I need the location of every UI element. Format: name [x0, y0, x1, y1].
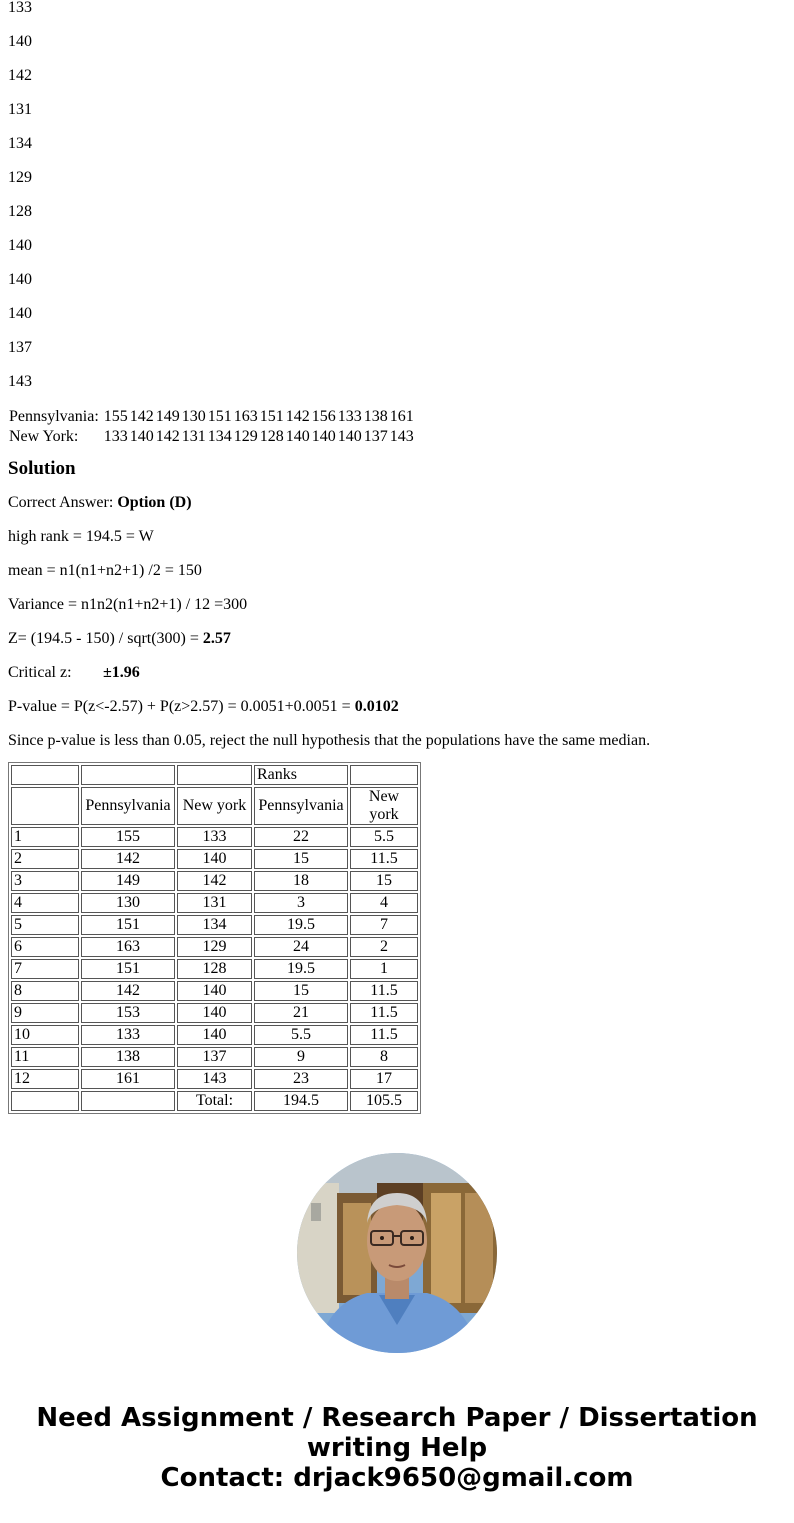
ranks-header: Ranks: [254, 765, 348, 785]
answer-value: Option (D): [117, 494, 192, 511]
table-cell: 7: [350, 915, 418, 935]
data-cell: 142: [285, 408, 310, 425]
table-cell: 18: [254, 871, 348, 891]
row-index: 7: [11, 959, 79, 979]
data-cell: 155: [103, 408, 128, 425]
table-cell: 21: [254, 1003, 348, 1023]
promo-banner: [0, 1403, 794, 1493]
table-cell: 15: [254, 981, 348, 1001]
author-photo: [297, 1153, 497, 1353]
table-cell: 11.5: [350, 981, 418, 1001]
solution-heading: Solution: [8, 458, 76, 479]
value-line: 137: [8, 339, 32, 356]
z-line: [8, 630, 786, 648]
table-cell: 155: [81, 827, 175, 847]
column-header: New york: [177, 787, 252, 825]
promo-line-1: Need Assignment / Research Paper / Dissertation: [36, 1403, 758, 1433]
data-cell: 142: [155, 428, 180, 445]
data-cell: 161: [389, 408, 414, 425]
data-cell: 140: [337, 428, 362, 445]
row-label: New York:: [9, 428, 79, 445]
table-cell: 2: [350, 937, 418, 957]
column-header: Pennsylvania: [254, 787, 348, 825]
data-cell: 133: [103, 428, 128, 445]
p-value: 0.0102: [354, 698, 399, 715]
high-rank-line: high rank = 194.5 = W: [8, 528, 154, 545]
value-line: 128: [8, 203, 32, 220]
row-label: Pennsylvania:: [9, 408, 99, 425]
table-cell: 137: [177, 1047, 252, 1067]
table-cell: 133: [81, 1025, 175, 1045]
empty-cell: [81, 1091, 175, 1111]
value-line: 143: [8, 373, 32, 390]
column-header: New york: [350, 787, 418, 825]
row-index: 3: [11, 871, 79, 891]
row-index: 8: [11, 981, 79, 1001]
data-cell: 151: [259, 408, 284, 425]
table-cell: 1: [350, 959, 418, 979]
table-cell: 153: [81, 1003, 175, 1023]
value-line: 140: [8, 271, 32, 288]
table-cell: 5.5: [254, 1025, 348, 1045]
table-row: [11, 1003, 418, 1023]
value-line: 133: [8, 0, 32, 16]
document-body: [8, 0, 786, 1114]
table-row: [11, 1025, 418, 1045]
value-line: 140: [8, 33, 32, 50]
table-cell: 5.5: [350, 827, 418, 847]
column-header: [11, 787, 79, 825]
z-value: 2.57: [202, 630, 231, 647]
table-cell: 134: [177, 915, 252, 935]
data-cell: 149: [155, 408, 180, 425]
data-cell: 151: [207, 408, 232, 425]
table-cell: 3: [254, 893, 348, 913]
p-value-formula: P-value = P(z<-2.57) + P(z>2.57) = 0.0051+0.0051 =: [8, 698, 355, 715]
empty-cell: [81, 765, 175, 785]
rank-group-header-row: [11, 765, 418, 785]
data-cell: 140: [311, 428, 336, 445]
empty-cell: [11, 1091, 79, 1111]
variance-line: Variance = n1n2(n1+n2+1) / 12 =300: [8, 596, 248, 613]
table-cell: 19.5: [254, 959, 348, 979]
table-cell: 130: [81, 893, 175, 913]
table-cell: 128: [177, 959, 252, 979]
value-line: 129: [8, 169, 32, 186]
row-index: 11: [11, 1047, 79, 1067]
row-index: 10: [11, 1025, 79, 1045]
data-cell: 138: [363, 408, 388, 425]
mean-line: mean = n1(n1+n2+1) /2 = 150: [8, 562, 202, 579]
row-index: 12: [11, 1069, 79, 1089]
table-cell: 142: [177, 871, 252, 891]
table-cell: 17: [350, 1069, 418, 1089]
value-line: 134: [8, 135, 32, 152]
data-cell: 140: [129, 428, 154, 445]
row-index: 6: [11, 937, 79, 957]
total-row: [11, 1091, 418, 1111]
table-row: [11, 959, 418, 979]
data-cell: 140: [285, 428, 310, 445]
total-new-york: 105.5: [350, 1091, 418, 1111]
row-index: 4: [11, 893, 79, 913]
table-row: [11, 849, 418, 869]
table-cell: 22: [254, 827, 348, 847]
values-list: [8, 0, 786, 391]
table-cell: 131: [177, 893, 252, 913]
table-cell: 161: [81, 1069, 175, 1089]
table-row: [11, 893, 418, 913]
promo-contact: Contact: drjack9650@gmail.com: [160, 1463, 634, 1493]
table-cell: 8: [350, 1047, 418, 1067]
table-cell: 19.5: [254, 915, 348, 935]
table-cell: 11.5: [350, 849, 418, 869]
table-cell: 133: [177, 827, 252, 847]
critical-z-label: Critical z:: [8, 664, 72, 681]
table-cell: 24: [254, 937, 348, 957]
table-cell: 23: [254, 1069, 348, 1089]
promo-line-2: writing Help: [306, 1433, 488, 1463]
data-cell: 137: [363, 428, 388, 445]
table-cell: 151: [81, 915, 175, 935]
row-index: 2: [11, 849, 79, 869]
table-row: [11, 937, 418, 957]
author-portrait-image: [297, 1153, 497, 1353]
table-cell: 11.5: [350, 1025, 418, 1045]
table-cell: 11.5: [350, 1003, 418, 1023]
critical-z-value: ±1.96: [103, 664, 140, 681]
data-cell: 134: [207, 428, 232, 445]
rank-column-header-row: [11, 787, 418, 825]
data-cell: 128: [259, 428, 284, 445]
table-row: [11, 871, 418, 891]
row-index: 1: [11, 827, 79, 847]
total-pennsylvania: 194.5: [254, 1091, 348, 1111]
conclusion-line: Since p-value is less than 0.05, reject the null hypothesis that the populations have the same median.: [8, 732, 651, 749]
rank-table: [8, 762, 421, 1114]
table-cell: 138: [81, 1047, 175, 1067]
table-cell: 163: [81, 937, 175, 957]
value-line: 131: [8, 101, 32, 118]
data-cell: 133: [337, 408, 362, 425]
data-row: [8, 407, 415, 427]
table-cell: 140: [177, 981, 252, 1001]
table-row: [11, 915, 418, 935]
total-label: Total:: [177, 1091, 252, 1111]
table-row: [11, 827, 418, 847]
table-cell: 151: [81, 959, 175, 979]
value-line: 140: [8, 237, 32, 254]
z-formula: Z= (194.5 - 150) / sqrt(300) =: [8, 630, 203, 647]
table-cell: 9: [254, 1047, 348, 1067]
table-cell: 140: [177, 1025, 252, 1045]
data-cell: 143: [389, 428, 414, 445]
row-index: 5: [11, 915, 79, 935]
table-row: [11, 1069, 418, 1089]
empty-cell: [350, 765, 418, 785]
data-cell: 130: [181, 408, 206, 425]
table-cell: 142: [81, 981, 175, 1001]
p-value-line: [8, 698, 786, 716]
critical-z-line: [8, 664, 786, 682]
column-header: Pennsylvania: [81, 787, 175, 825]
table-cell: 149: [81, 871, 175, 891]
data-cell: 131: [181, 428, 206, 445]
table-row: [11, 1047, 418, 1067]
value-line: 142: [8, 67, 32, 84]
table-cell: 4: [350, 893, 418, 913]
row-index: 9: [11, 1003, 79, 1023]
answer-prefix: Correct Answer:: [8, 494, 118, 511]
data-cell: 129: [233, 428, 258, 445]
value-line: 140: [8, 305, 32, 322]
data-cell: 142: [129, 408, 154, 425]
data-table: [8, 407, 415, 447]
table-cell: 142: [81, 849, 175, 869]
data-row: [8, 427, 415, 447]
table-cell: 129: [177, 937, 252, 957]
data-cell: 163: [233, 408, 258, 425]
correct-answer: [8, 494, 786, 512]
empty-cell: [11, 765, 79, 785]
table-cell: 15: [254, 849, 348, 869]
table-cell: 15: [350, 871, 418, 891]
data-cell: 156: [311, 408, 336, 425]
table-cell: 140: [177, 849, 252, 869]
table-cell: 143: [177, 1069, 252, 1089]
table-cell: 140: [177, 1003, 252, 1023]
table-row: [11, 981, 418, 1001]
empty-cell: [177, 765, 252, 785]
